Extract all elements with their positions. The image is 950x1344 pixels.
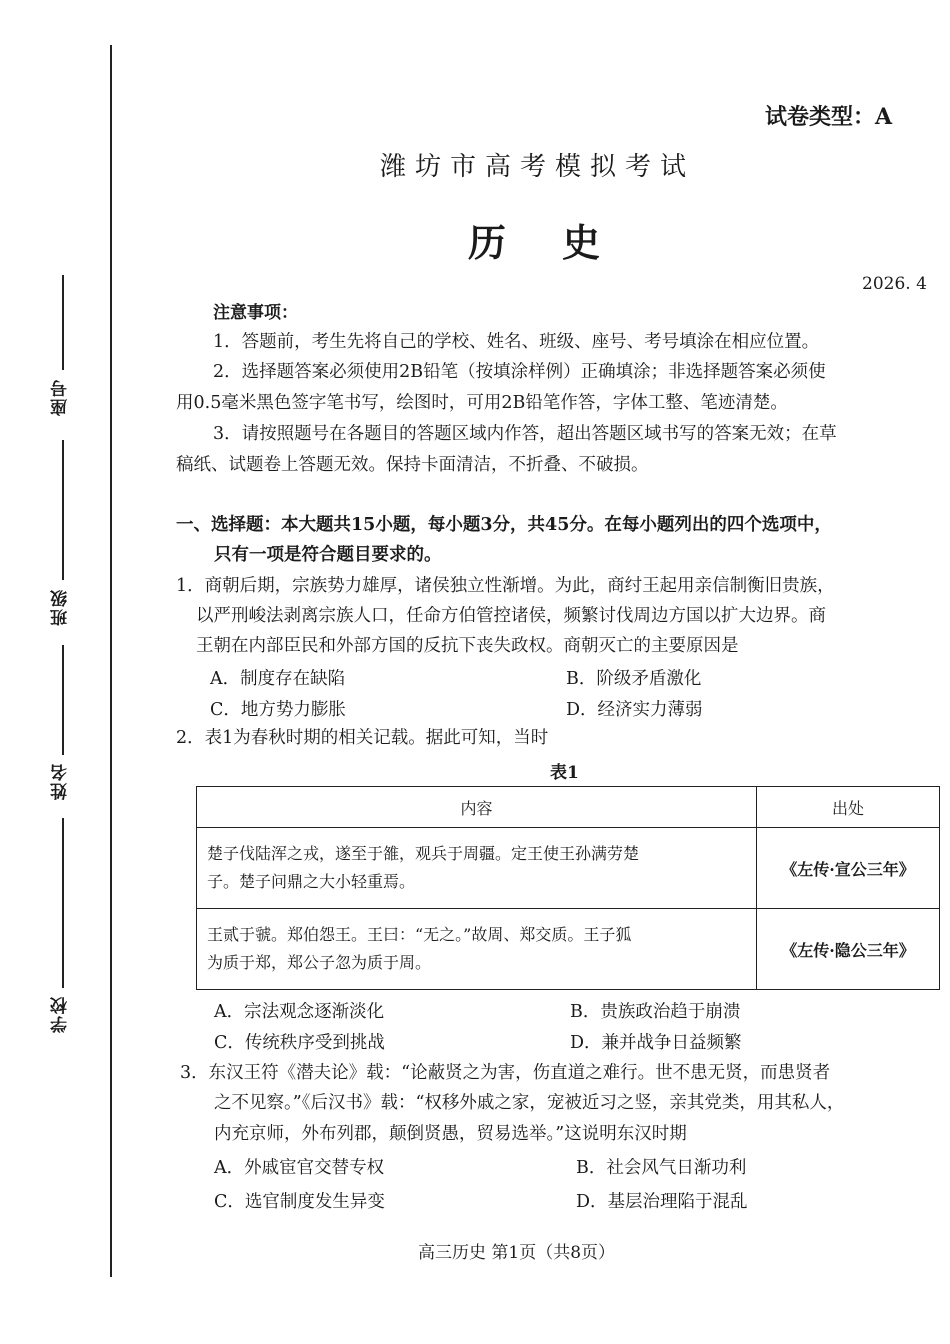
q3-stem-line-3: 内充京师，外布列郡，颠倒贤愚，贸易选举。”这说明东汉时期 [214,1124,687,1144]
table-cell-text: 子。楚子问鼎之大小轻重焉。 [207,872,416,891]
table-cell-source: 《左传·隐公三年》 [757,909,940,990]
notice-line-2a: 2．选择题答案必须使用2B铅笔（按填涂样例）正确填涂；非选择题答案必须使 [213,362,826,382]
table-cell-content [197,909,757,990]
class-label: 班级 [51,588,71,626]
notice-line-1: 1．答题前，考生先将自己的学校、姓名、班级、座号、考号填涂在相应位置。 [213,332,820,352]
table-cell-content [197,828,757,909]
q3-option-c: C．选官制度发生异变 [214,1192,385,1212]
seat-label: 座号 [51,378,71,416]
q3-option-a: A．外戚宦官交替专权 [214,1158,385,1178]
paper-type-tag: 试卷类型：A [765,104,893,130]
table-cell-text: 王贰于虢。郑伯怨王。王曰：“无之。”故周、郑交质。王子狐 [207,925,632,944]
q3-option-d: D．基层治理陷于混乱 [576,1192,748,1212]
exam-title: 潍坊市高考模拟考试 [380,152,696,182]
q2-option-c: C．传统秩序受到挑战 [214,1033,385,1053]
name-rule-bottom [62,818,64,988]
q3-option-b: B．社会风气日渐功利 [576,1158,747,1178]
q1-stem-line-3: 王朝在内部臣民和外部方国的反抗下丧失政权。商朝灭亡的主要原因是 [196,636,739,656]
class-rule-top [62,440,64,580]
page-footer: 高三历史 第1页（共8页） [418,1243,616,1263]
q1-option-d: D．经济实力薄弱 [566,700,703,720]
table-cell-text: 楚子伐陆浑之戎，遂至于雒，观兵于周疆。定王使王孙满劳楚 [207,844,640,863]
seat-rule [62,275,64,370]
notice-line-3a: 3．请按照题号在各题目的答题区域内作答，超出答题区域书写的答案无效；在草 [213,424,837,444]
binding-line [110,45,112,1277]
notice-line-3b: 稿纸、试题卷上答题无效。保持卡面清洁，不折叠、不破损。 [176,455,649,475]
class-rule-bottom [62,645,64,755]
section-heading-1: 一、选择题：本大题共15小题，每小题3分，共45分。在每小题列出的四个选项中， [176,515,832,535]
q2-option-b: B．贵族政治趋于崩溃 [570,1002,741,1022]
school-label: 学校 [51,995,71,1033]
table-header-source: 出处 [757,787,940,828]
subject-title: 历史 [468,220,657,265]
table-row [197,828,940,909]
q2-option-d: D．兼并战争日益频繁 [570,1033,742,1053]
q2-option-a: A．宗法观念逐渐淡化 [214,1002,385,1022]
q3-stem-line-1: 3．东汉王符《潜夫论》载：“论蔽贤之为害，伤直道之难行。世不患无贤，而患贤者 [180,1063,831,1083]
exam-date: 2026. 4 [862,274,927,294]
section-heading-2: 只有一项是符合题目要求的。 [214,545,442,565]
q1-stem-line-2: 以严刑峻法剥离宗族人口，任命方伯管控诸侯，频繁讨伐周边方国以扩大边界。商 [196,606,826,626]
q1-option-b: B．阶级矛盾激化 [566,669,702,689]
table-cell-source: 《左传·宣公三年》 [757,828,940,909]
q3-stem-line-2: 之不见察。”《后汉书》载：“权移外戚之家，宠被近习之竖，亲其党类，用其私人， [214,1093,845,1113]
table-header-row [197,787,940,828]
source-table [196,786,940,990]
notice-title: 注意事项： [213,303,298,323]
table-row [197,909,940,990]
q1-option-a: A．制度存在缺陷 [210,669,346,689]
name-label: 姓名 [51,762,71,800]
notice-line-2b: 用0.5毫米黑色签字笔书写，绘图时，可用2B铅笔作答，字体工整、笔迹清楚。 [176,393,788,413]
q1-option-c: C．地方势力膨胀 [210,700,346,720]
table-caption: 表1 [550,763,579,783]
q2-stem: 2．表1为春秋时期的相关记载。据此可知，当时 [176,728,549,748]
table-header-content: 内容 [197,787,757,828]
q1-stem-line-1: 1．商朝后期，宗族势力雄厚，诸侯独立性渐增。为此，商纣王起用亲信制衡旧贵族， [176,576,835,596]
table-cell-text: 为质于郑，郑公子忽为质于周。 [207,953,432,972]
